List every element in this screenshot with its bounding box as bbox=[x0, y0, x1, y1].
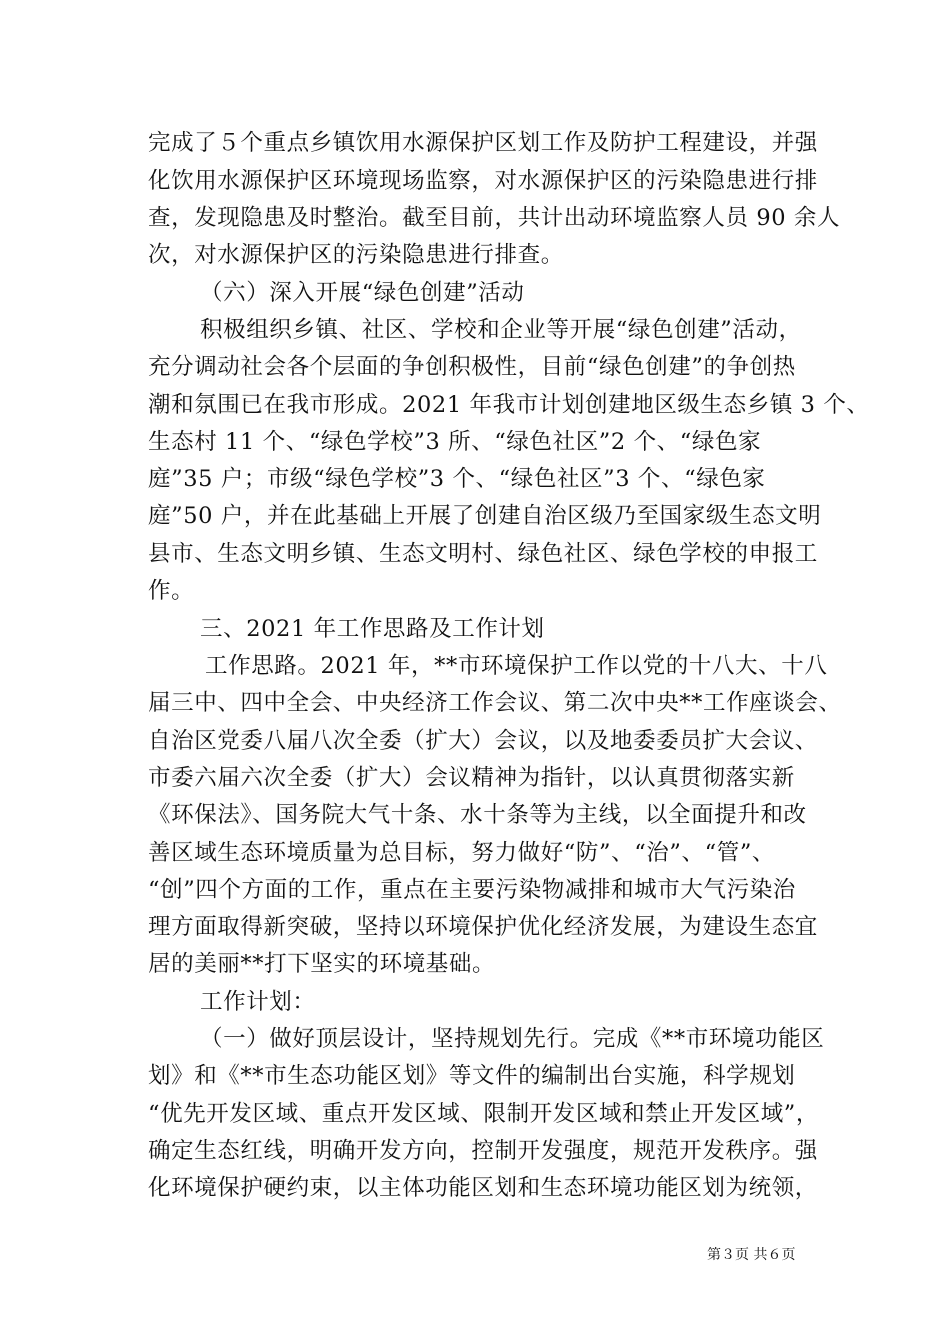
text-line: 次，对水源保护区的污染隐患进行排查。 bbox=[148, 242, 564, 268]
text-line: 划》和《**市生态功能区划》等文件的编制出台实施，科学规划 bbox=[148, 1063, 796, 1089]
text-line: 充分调动社会各个层面的争创积极性，目前“绿色创建”的争创热 bbox=[148, 354, 796, 380]
text-line: 市委六届六次全委（扩大）会议精神为指针，以认真贯彻落实新 bbox=[148, 765, 795, 791]
text-line: 理方面取得新突破，坚持以环境保护优化经济发展，为建设生态宜 bbox=[148, 914, 818, 940]
text-line: 自治区党委八届八次全委（扩大）会议，以及地委委员扩大会议、 bbox=[148, 728, 818, 754]
text-line: 庭”35 户；市级“绿色学校”3 个、“绿色社区”3 个、“绿色家 bbox=[148, 466, 766, 492]
text-line: 化饮用水源保护区环境现场监察，对水源保护区的污染隐患进行排 bbox=[148, 168, 818, 194]
text-line: 潮和氛围已在我市形成。2021 年我市计划创建地区级生态乡镇 3 个、 bbox=[148, 392, 870, 418]
text-line: 确定生态红线，明确开发方向，控制开发强度，规范开发秩序。强 bbox=[148, 1138, 818, 1164]
text-line: 积极组织乡镇、社区、学校和企业等开展“绿色创建”活动， bbox=[200, 317, 802, 343]
text-line: 善区域生态环境质量为总目标，努力做好“防”、“治”、“管”、 bbox=[148, 840, 776, 866]
section-heading: 工作计划： bbox=[200, 989, 316, 1015]
text-line: 庭”50 户，并在此基础上开展了创建自治区级乃至国家级生态文明 bbox=[148, 503, 822, 529]
text-line: “优先开发区域、重点开发区域、限制开发区域和禁止开发区域”， bbox=[148, 1101, 820, 1127]
text-line: “创”四个方面的工作，重点在主要污染物减排和城市大气污染治 bbox=[148, 877, 796, 903]
text-line: 作。 bbox=[148, 578, 195, 604]
text-line: 《环保法》、国务院大气十条、水十条等为主线，以全面提升和改 bbox=[148, 802, 807, 828]
page-number: 第３页 共６页 bbox=[707, 1247, 796, 1263]
text-line: 居的美丽**打下坚实的环境基础。 bbox=[148, 951, 496, 977]
text-line: （一）做好顶层设计，坚持规划先行。完成《**市环境功能区 bbox=[200, 1026, 825, 1052]
text-line: 生态村 11 个、“绿色学校”3 所、“绿色社区”2 个、“绿色家 bbox=[148, 429, 762, 455]
text-line: 化环境保护硬约束，以主体功能区划和生态环境功能区划为统领， bbox=[148, 1175, 818, 1201]
text-line: 完成了５个重点乡镇饮用水源保护区划工作及防护工程建设，并强 bbox=[148, 130, 818, 156]
section-heading: 三、2021 年工作思路及工作计划 bbox=[200, 616, 545, 642]
text-line: 届三中、四中全会、中央经济工作会议、第二次中央**工作座谈会、 bbox=[148, 690, 842, 716]
text-line: 工作思路。2021 年，**市环境保护工作以党的十八大、十八 bbox=[205, 653, 828, 679]
text-line: 查，发现隐患及时整治。截至目前，共计出动环境监察人员 90 余人 bbox=[148, 205, 841, 231]
section-heading: （六）深入开展“绿色创建”活动 bbox=[200, 280, 525, 306]
text-line: 县市、生态文明乡镇、生态文明村、绿色社区、绿色学校的申报工 bbox=[148, 541, 818, 567]
